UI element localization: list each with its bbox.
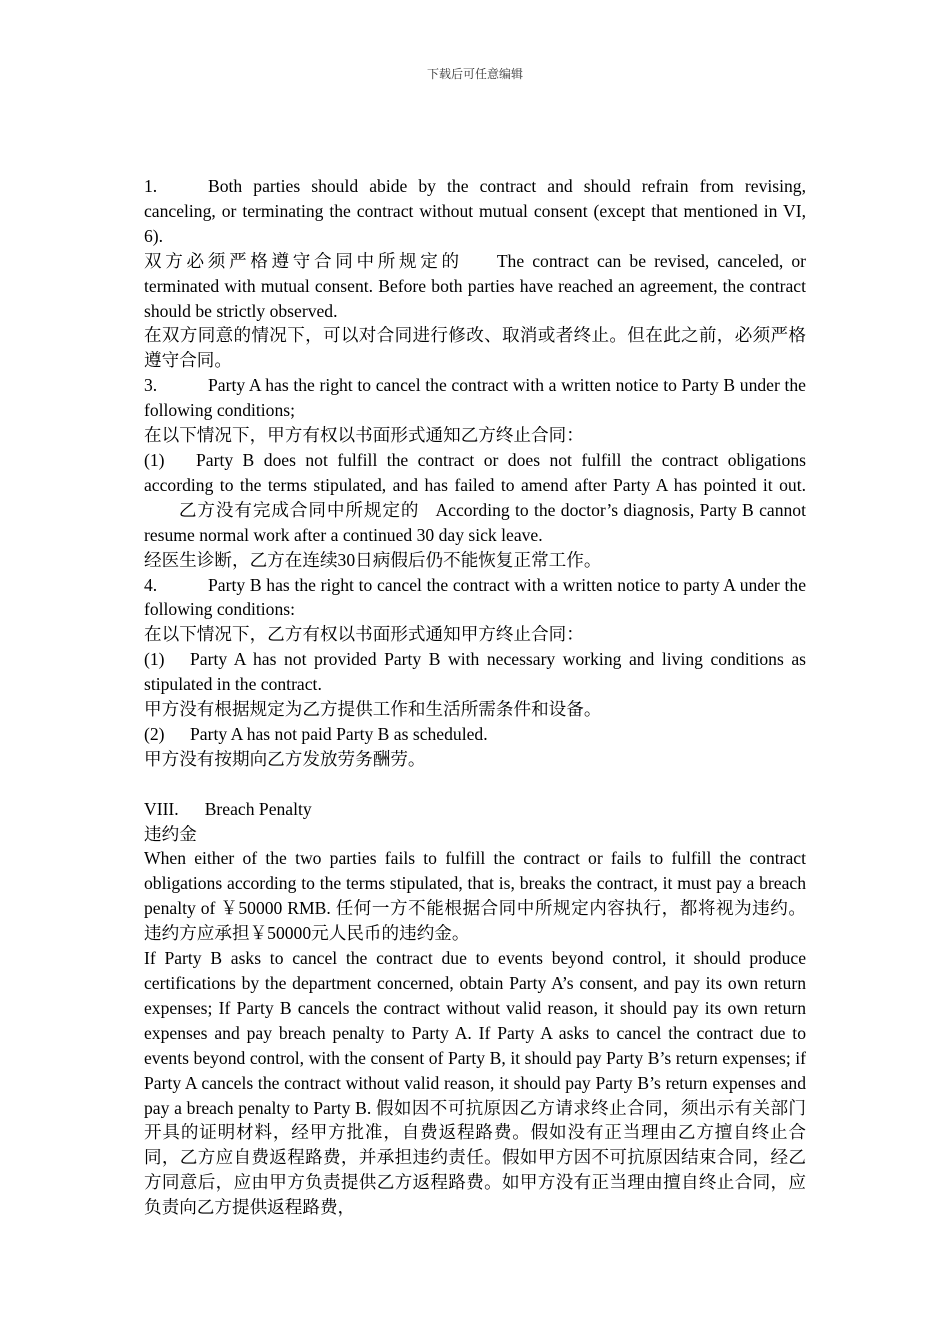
clause-3-number: 3. — [144, 375, 158, 396]
clause-4-1-cn: 甲方没有根据规定为乙方提供工作和生活所需条件和设备。 — [144, 699, 602, 720]
clause-1-text: Both parties should abide by the contract and should refrain from revising, canceling, or terminating the contract without mutual consent (except that mentioned in VI, 6). — [144, 176, 806, 246]
clause-3-1-number: (1) — [144, 449, 165, 470]
clause-4-2-text: Party A has not paid Party B as scheduled. — [190, 723, 488, 744]
clause-2-text: The contract can be revised, canceled, or terminated with mutual consent. Before both parties have reached an agreement, the contract should be strictly observed. — [144, 250, 806, 321]
clause-3-1-cn: 乙方没有完成合同中所规定的 — [178, 499, 420, 520]
clause-3-text: Party A has the right to cancel the contract with a written notice to Party B under the following conditions; — [144, 375, 806, 421]
clause-4 — [144, 573, 806, 623]
clause-3-2-cn: 经医生诊断，乙方在连续30日病假后仍不能恢复正常工作。 — [144, 549, 602, 570]
clause-4-2-cn: 甲方没有按期向乙方发放劳务酬劳。 — [144, 748, 426, 769]
section-8-title-cn: 违约金 — [144, 823, 197, 844]
clause-4-text: Party B has the right to cancel the contract with a written notice to party A under the following conditions: — [144, 574, 806, 620]
section-8-paragraph-1: When either of the two parties fails to fulfill the contract or fails to fulfill the contract obligations according to the terms stipulated, that is, breaks the contract, it must pay a breach penalty of ￥50000 RMB. 任何一方不能根据合同中所规定内容执行，都将视为违约。违约方应承担￥50000元人民币的违约金。 — [144, 848, 806, 944]
clause-4-2-number: (2) — [144, 723, 165, 744]
section-8-number: VIII. — [144, 798, 179, 819]
clause-3-1-text: Party B does not fulfill the contract or does not fulfill the contract obligations according to the terms stipulated, and has failed to amend after Party A has pointed it out. — [144, 449, 806, 495]
header-text: 下载后可任意编辑 — [426, 67, 523, 81]
clause-3-2-text: According to the doctor’s diagnosis, Party B cannot resume normal work after a continued 30 day sick leave. — [144, 499, 806, 545]
clause-4-1 — [144, 647, 806, 697]
clause-3-1 — [144, 448, 806, 548]
clause-1-number: 1. — [144, 176, 158, 196]
clause-4-1-text: Party A has not provided Party B with necessary working and living conditions as stipulated in the contract. — [144, 649, 806, 695]
clause-4-1-number: (1) — [144, 649, 165, 670]
section-8-paragraph-2: If Party B asks to cancel the contract due to events beyond control, it should produce certifications by the department concerned, obtain Party A’s consent, and pay its own return expenses; If Party B cancels the contract without valid reason, it should pay its own return expenses and pay breach penalty to Party A. If Party A asks to cancel the contract due to events beyond control, with the consent of Party B, it should pay Party B’s return expenses; if Party A cancels the contract without valid reason, it should pay Party B’s return expenses and pay a breach penalty to Party B. 假如因不可抗原因乙方请求终止合同，须出示有关部门开具的证明材料，经甲方批准，自费返程路费。假如没有正当理由乙方擅自终止合同，乙方应自费返程路费，并承担违约责任。假如甲方因不可抗原因结束合同，经乙方同意后，应由甲方负责提供乙方返程路费。如甲方没有正当理由擅自终止合同，应负责向乙方提供返程路费， — [144, 948, 806, 1218]
clause-1-2-cn — [144, 249, 806, 324]
clause-4-cn: 在以下情况下，乙方有权以书面形式通知甲方终止合同： — [144, 624, 584, 645]
clause-3 — [144, 373, 806, 423]
clause-2-cn: 在双方同意的情况下，可以对合同进行修改、取消或者终止。但在此之前，必须严格遵守合同。 — [144, 325, 806, 371]
clause-4-2 — [144, 722, 806, 747]
clause-1 — [144, 174, 806, 249]
clause-4-number: 4. — [144, 574, 158, 595]
section-8-title: Breach Penalty — [204, 798, 312, 819]
document-body — [144, 174, 806, 1220]
page-header — [0, 66, 950, 82]
section-8-heading — [144, 797, 806, 822]
clause-3-cn: 在以下情况下，甲方有权以书面形式通知乙方终止合同： — [144, 425, 584, 446]
blank-line — [144, 772, 806, 797]
clause-1-cn: 双方必须严格遵守合同中所规定的 — [144, 250, 463, 271]
